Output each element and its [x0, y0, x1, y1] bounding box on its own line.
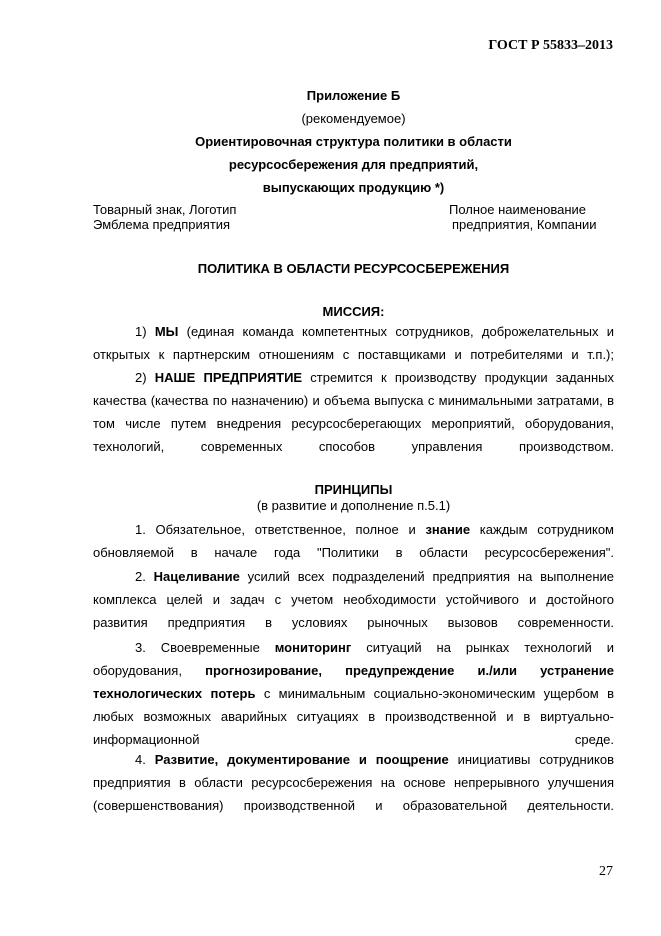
trademark-left	[93, 202, 236, 232]
principle-item: 4. Развитие, документирование и поощрение инициативы сотрудников предприятия в области ресурсосбережения на основе непрерывного улучшения (совершенствования) производственной и образовательной деятельности.	[93, 752, 614, 813]
trademark-label: Товарный знак, Логотип	[93, 202, 237, 217]
appendix-heading-line: выпускающих продукцию *)	[262, 180, 445, 195]
full-name-label: Полное наименование	[449, 202, 587, 217]
appendix-heading-line: ресурсосбережения для предприятий,	[228, 157, 479, 172]
mission-title: МИССИЯ:	[322, 304, 385, 319]
page-number: 27	[599, 864, 613, 879]
mission-item: 2) НАШЕ ПРЕДПРИЯТИЕ стремится к производству продукции заданных качества (качества по назначению) и объема выпуска с минимальными затратами, в том числе путем внедрения ресурсосберегающих мероприятий, оборудования, технологий, современных способов управления производством.	[93, 370, 614, 454]
principles-subtitle: (в развитие и дополнение п.5.1)	[256, 498, 451, 513]
principle-item: 2. Нацеливание усилий всех подразделений предприятия на выполнение комплекса целей и задач с учетом необходимости устойчивого и достойного развития предприятия в условиях рыночных вызовов современности.	[93, 569, 614, 630]
appendix-status: (рекомендуемое)	[301, 111, 406, 126]
emblem-label: Эмблема предприятия	[93, 217, 231, 232]
principles-title: ПРИНЦИПЫ	[314, 482, 393, 497]
appendix-title: Приложение Б	[306, 88, 401, 103]
trademark-right	[449, 202, 597, 232]
policy-title: ПОЛИТИКА В ОБЛАСТИ РЕСУРСОСБЕРЕЖЕНИЯ	[197, 261, 510, 276]
appendix-heading-line: Ориентировочная структура политики в области	[195, 134, 512, 149]
principle-item: 3. Своевременные мониторинг ситуаций на рынках технологий и оборудования, прогнозирование, предупреждение и./или устранение технологических потерь с минимальным социально-экономическим ущербом в любых возможных аварийных ситуациях в производственной и в виртуально-информационной среде.	[93, 640, 615, 747]
principle-item: 1. Обязательное, ответственное, полное и знание каждым сотрудником обновляемой в начале года "Политики в области ресурсосбережения".	[93, 522, 614, 560]
company-label: предприятия, Компании	[452, 217, 597, 232]
standard-number: ГОСТ Р 55833–2013	[488, 38, 613, 53]
mission-item: 1) МЫ (единая команда компетентных сотрудников, доброжелательных и открытых к партнерским отношениям с поставщиками и потребителями и т.п.);	[93, 324, 615, 362]
